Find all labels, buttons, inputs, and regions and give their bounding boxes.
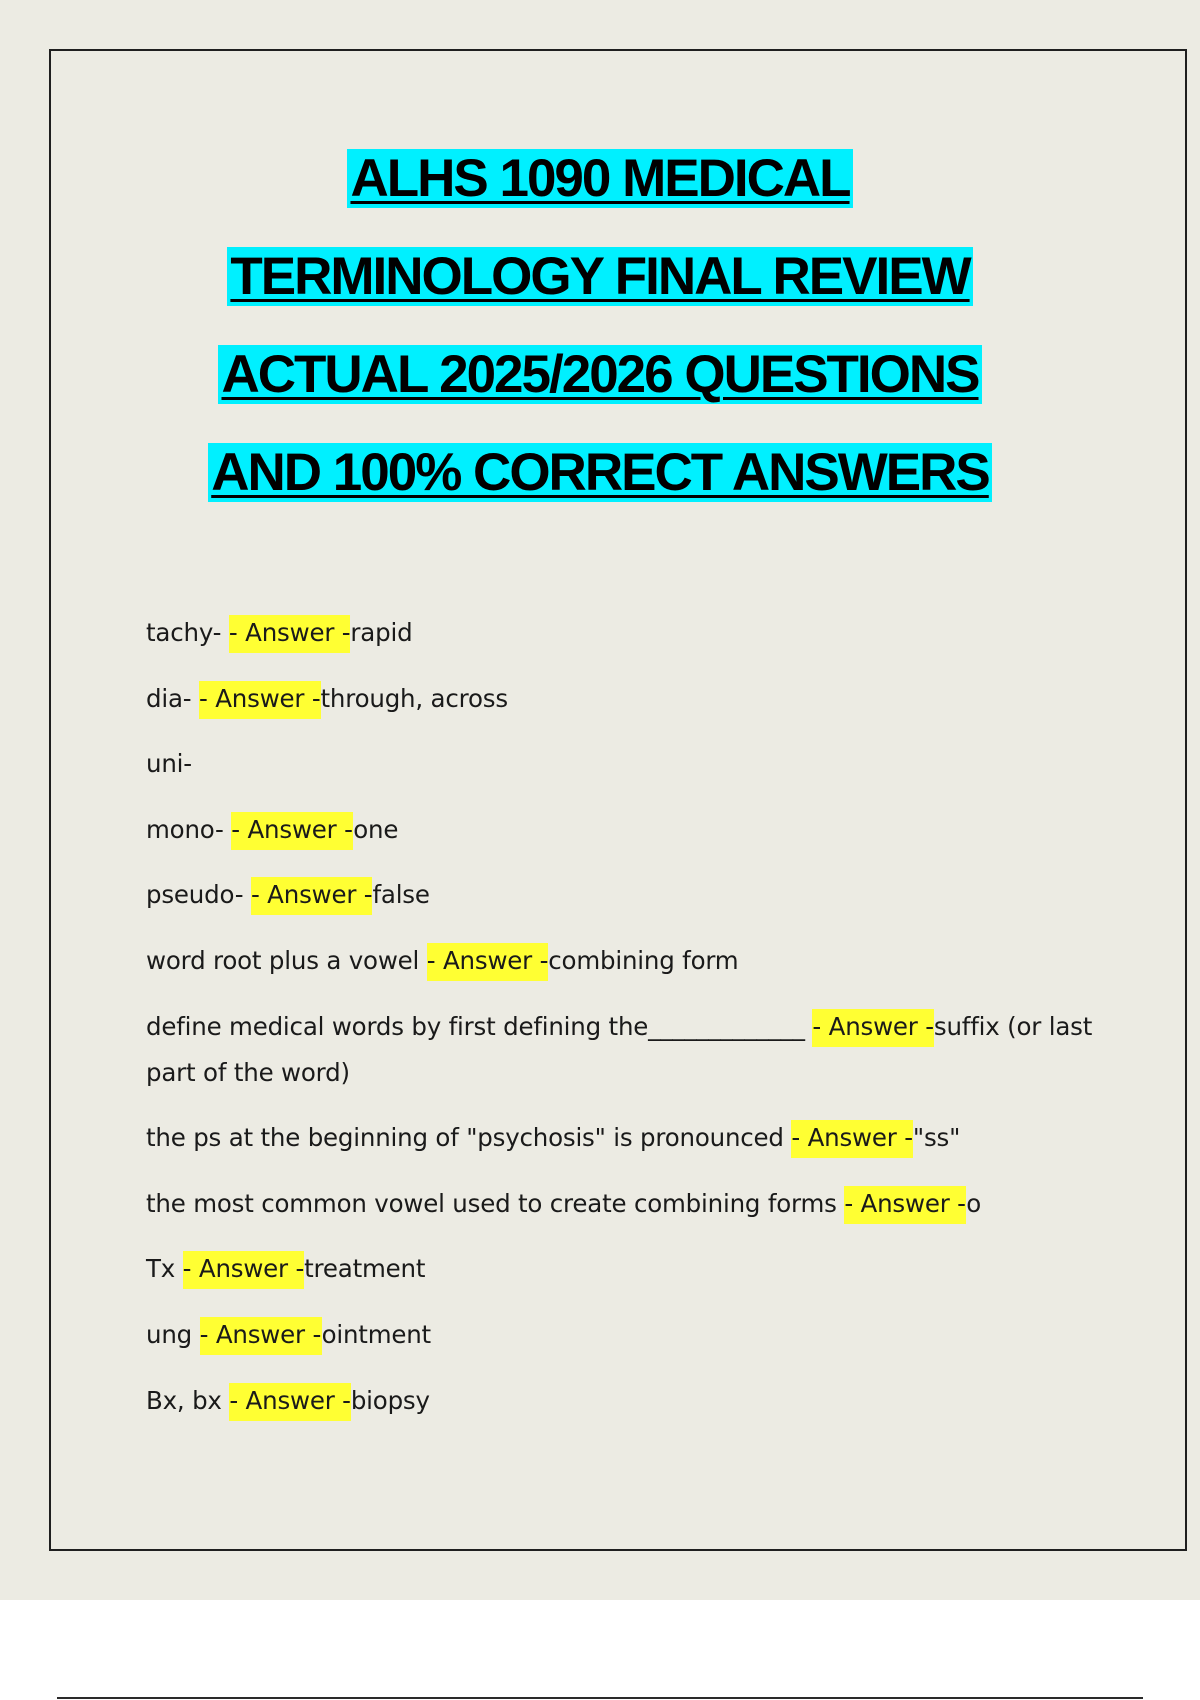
answer-marker: - Answer - bbox=[229, 1383, 351, 1421]
answer-marker: - Answer - bbox=[229, 615, 351, 653]
answer-text: "ss" bbox=[912, 1123, 961, 1153]
title-line-1-text: ALHS 1090 MEDICAL bbox=[347, 149, 852, 208]
title-line-3 bbox=[0, 326, 1200, 424]
question-text: tachy- bbox=[146, 618, 229, 647]
answer-text: combining form bbox=[548, 945, 739, 975]
answer-text: false bbox=[372, 880, 430, 910]
qa-item bbox=[146, 1115, 1106, 1161]
answer-text: rapid bbox=[350, 618, 413, 647]
question-text: dia- bbox=[146, 683, 200, 713]
qa-item bbox=[146, 741, 1106, 787]
qa-item bbox=[146, 872, 1106, 918]
answer-text: through, across bbox=[320, 683, 508, 713]
answer-marker: - Answer - bbox=[844, 1186, 966, 1224]
answer-marker: - Answer - bbox=[183, 1251, 305, 1289]
title-line-2 bbox=[0, 228, 1200, 326]
answer-marker: - Answer - bbox=[199, 681, 321, 719]
answer-marker: - Answer - bbox=[812, 1009, 934, 1047]
title-line-4 bbox=[0, 424, 1200, 522]
qa-item bbox=[146, 1312, 1106, 1358]
question-text: the most common vowel used to create combining forms bbox=[146, 1188, 845, 1218]
document-title bbox=[0, 130, 1200, 522]
answer-text: suffix (or last part of the word) bbox=[146, 1011, 1093, 1087]
answer-text: one bbox=[353, 814, 399, 844]
question-text: ung bbox=[146, 1319, 200, 1349]
qa-item bbox=[146, 1378, 1106, 1424]
title-line-2-text: TERMINOLOGY FINAL REVIEW bbox=[227, 247, 972, 306]
qa-item bbox=[146, 1181, 1106, 1227]
question-text: Tx bbox=[146, 1254, 183, 1284]
answer-text: treatment bbox=[304, 1254, 426, 1284]
answer-text: biopsy bbox=[350, 1385, 430, 1415]
qa-item bbox=[146, 676, 1106, 722]
answer-marker: - Answer - bbox=[427, 943, 549, 981]
title-line-3-text: ACTUAL 2025/2026 QUESTIONS bbox=[218, 345, 981, 404]
qa-list bbox=[146, 610, 1106, 1443]
qa-item bbox=[146, 938, 1106, 984]
qa-item bbox=[146, 1004, 1106, 1096]
answer-text: o bbox=[966, 1188, 982, 1218]
question-text: the ps at the beginning of "psychosis" is pronounced bbox=[146, 1123, 792, 1153]
qa-item bbox=[146, 610, 1106, 656]
qa-item bbox=[146, 807, 1106, 853]
qa-item bbox=[146, 1246, 1106, 1292]
title-line-4-text: AND 100% CORRECT ANSWERS bbox=[208, 443, 992, 502]
question-text: mono- bbox=[146, 814, 232, 844]
answer-text: ointment bbox=[321, 1319, 431, 1349]
bottom-divider bbox=[57, 1697, 1143, 1699]
question-text: word root plus a vowel bbox=[146, 945, 427, 975]
question-text: define medical words by first defining the_____________ bbox=[146, 1011, 813, 1041]
answer-marker: - Answer - bbox=[791, 1120, 913, 1158]
question-text: pseudo- bbox=[146, 880, 251, 910]
answer-marker: - Answer - bbox=[251, 877, 373, 915]
answer-marker: - Answer - bbox=[200, 1317, 322, 1355]
question-text: uni- bbox=[146, 749, 192, 779]
title-line-1 bbox=[0, 130, 1200, 228]
answer-marker: - Answer - bbox=[231, 812, 353, 850]
question-text: Bx, bx bbox=[146, 1385, 230, 1415]
